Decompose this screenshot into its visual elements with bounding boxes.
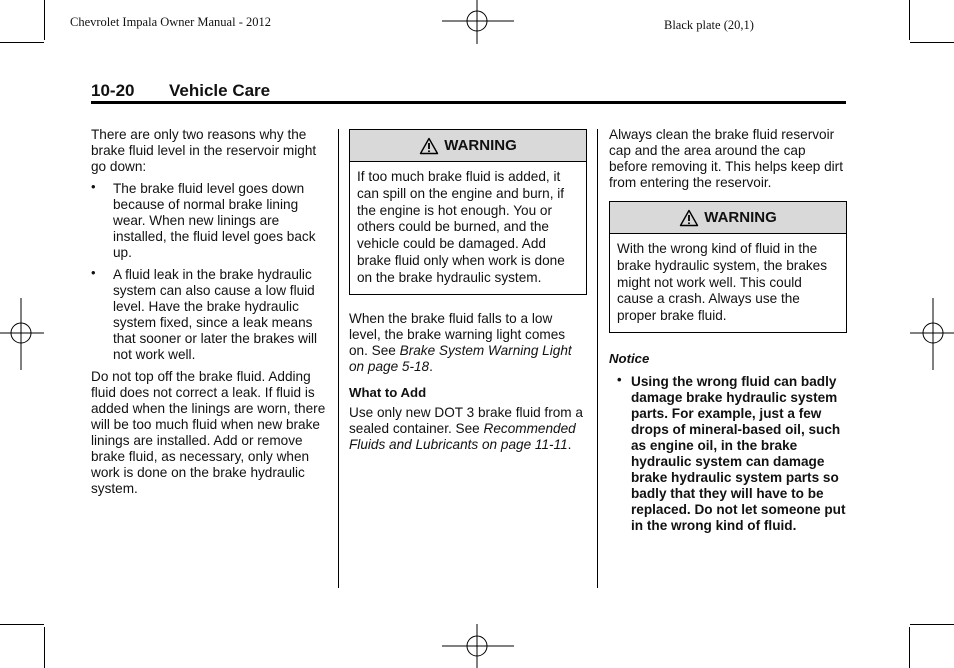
warning-box bbox=[609, 201, 847, 333]
bullet-icon: • bbox=[91, 179, 96, 194]
crop-mark bbox=[909, 0, 910, 40]
crop-mark bbox=[44, 627, 45, 668]
warning-light-paragraph: When the brake fluid falls to a low level, the brake warning light comes on. See Brake System Warning Light on page 5-18. bbox=[349, 310, 572, 374]
plate-label: Black plate (20,1) bbox=[664, 18, 754, 32]
list-item: • Using the wrong fluid can badly damage brake hydraulic system parts. For example, just a few drops of mineral-based oil, such as engine oil, in the brake hydraulic system can damage brake hydraulic system parts so badly that they will have to be replaced. Do not let someone put in the wrong kind of fluid. bbox=[617, 371, 846, 533]
registration-mark-right bbox=[910, 296, 954, 372]
column-3 bbox=[609, 127, 847, 540]
warning-triangle-icon bbox=[419, 137, 439, 155]
registration-mark-left bbox=[0, 296, 44, 372]
notice-label: Notice bbox=[609, 350, 650, 366]
crop-mark bbox=[910, 624, 954, 625]
clean-cap-paragraph: Always clean the brake fluid reservoir cap and the area around the cap before removing it. This helps keep dirt from entering the reservoir. bbox=[609, 127, 843, 190]
subheading: What to Add bbox=[349, 384, 427, 400]
list-item: • A fluid leak in the brake hydraulic system can also cause a low fluid level. Have the brake hydraulic system fixed, since a leak means that sooner or later the brakes will not work well. bbox=[91, 265, 318, 362]
manual-title: Chevrolet Impala Owner Manual - 2012 bbox=[70, 15, 271, 29]
warning-text: With the wrong kind of fluid in the brake hydraulic system, the brakes might not work well. This could cause a crash. Always use the proper brake fluid. bbox=[617, 241, 828, 324]
registration-mark-bottom bbox=[440, 624, 516, 668]
heading-rule bbox=[91, 101, 846, 104]
warning-header bbox=[350, 130, 586, 162]
crop-mark bbox=[910, 42, 954, 43]
column-divider bbox=[597, 129, 598, 588]
crop-mark bbox=[44, 0, 45, 40]
registration-mark-top bbox=[440, 0, 516, 44]
cross-reference-link[interactable]: Brake System Warning Light on page 5-18 bbox=[349, 342, 572, 374]
warning-box bbox=[349, 129, 587, 295]
warning-text: If too much brake fluid is added, it can spill on the engine and burn, if the engine is hot enough. You or others could be burned, and the vehicle could be damaged. Add brake fluid only when work is done on the brake hydraulic system. bbox=[357, 169, 565, 285]
column-divider bbox=[338, 129, 339, 588]
bullet-icon: • bbox=[91, 265, 96, 280]
page-number: 10-20 bbox=[91, 81, 135, 100]
column-1 bbox=[91, 127, 331, 497]
warning-label: WARNING bbox=[704, 208, 777, 226]
warning-triangle-icon bbox=[679, 209, 699, 227]
warning-label: WARNING bbox=[444, 136, 517, 154]
what-to-add-paragraph: Use only new DOT 3 brake fluid from a sealed container. See Recommended Fluids and Lubricants on page 11-11. bbox=[349, 404, 583, 452]
reasons-list bbox=[91, 181, 331, 363]
intro-paragraph: There are only two reasons why the brake fluid level in the reservoir might go down: bbox=[91, 127, 317, 174]
crop-mark bbox=[0, 42, 44, 43]
column-2 bbox=[349, 129, 587, 453]
crop-mark bbox=[0, 624, 44, 625]
bullet-icon: • bbox=[617, 371, 622, 387]
section-title: Vehicle Care bbox=[169, 81, 271, 100]
list-item: • The brake fluid level goes down because of normal brake lining wear. When new linings are installed, the fluid level goes back up. bbox=[91, 179, 316, 260]
warning-header bbox=[610, 202, 846, 234]
notice-list bbox=[609, 371, 847, 534]
caution-paragraph: Do not top off the brake fluid. Adding fluid does not correct a leak. If fluid is added when the linings are worn, there will be too much fluid when new brake linings are installed. Add or remove brake fluid, as necessary, only when work is done on the brake hydraulic system. bbox=[91, 369, 326, 496]
cross-reference-link[interactable]: Recommended Fluids and Lubricants on page 11-11 bbox=[349, 420, 576, 452]
crop-mark bbox=[909, 627, 910, 668]
